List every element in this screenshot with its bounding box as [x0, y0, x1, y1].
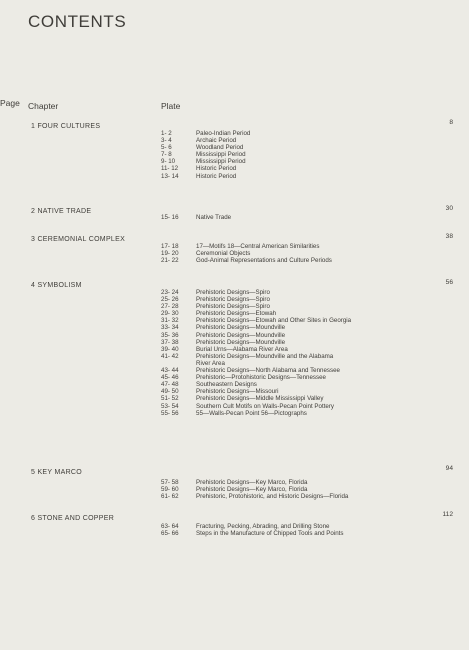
plate-title: Archaic Period [196, 137, 237, 145]
plate-row [161, 243, 332, 250]
plate-number: 31- 32 [161, 317, 179, 325]
chapter-2-page: 30 [445, 205, 453, 212]
plate-row [161, 493, 348, 500]
chapter-3-title: 3 CEREMONIAL COMPLEX [31, 236, 126, 243]
plate-title: Historic Period [196, 172, 237, 180]
plate-number: 45- 46 [161, 374, 179, 382]
plate-row [161, 388, 351, 395]
plate-row [161, 257, 332, 264]
plate-title: Burial Urns—Alabama River Area [196, 345, 288, 353]
chapter-5-title: 5 KEY MARCO [31, 469, 83, 476]
plate-row [161, 381, 351, 388]
plate-number: 15- 16 [161, 214, 179, 221]
chapter-1-title: 1 FOUR CULTURES [31, 123, 101, 130]
chapter-1-page: 8 [449, 119, 453, 126]
chapter-5-page: 94 [445, 465, 453, 472]
chapter-6-title: 6 STONE AND COPPER [31, 515, 115, 522]
chapter-2-title: 2 NATIVE TRADE [31, 208, 92, 215]
plate-row [161, 214, 231, 221]
plate-title: Prehistoric Designs—Etowah [196, 310, 277, 318]
plate-title: Native Trade [196, 214, 232, 221]
chapter-4-title: 4 SYMBOLISM [31, 282, 82, 289]
plate-title: God-Animal Representations and Culture Periods [196, 257, 332, 265]
page-title: CONTENTS [28, 12, 127, 31]
plate-number: 49- 50 [161, 388, 179, 396]
plate-title: Southeastern Designs [196, 381, 257, 389]
plate-number: 53- 54 [161, 402, 179, 410]
plate-number: 29- 30 [161, 310, 179, 318]
plate-row [161, 158, 250, 165]
plate-row [161, 353, 351, 360]
plate-title: Prehistoric Designs—Missouri [196, 388, 279, 396]
chapter-column-header: Chapter [28, 101, 59, 111]
plate-title: Prehistoric Designs—Moundville and the Alabama [196, 352, 334, 360]
plate-number: 61- 62 [161, 493, 179, 501]
plate-row [161, 303, 351, 310]
plate-row [161, 346, 351, 353]
chapter-3-plates [161, 243, 332, 264]
plate-number: 33- 34 [161, 324, 179, 332]
plate-title: 55—Walls-Pecan Point 56—Pictographs [196, 409, 307, 417]
plate-title: Prehistoric Designs—Moundville [196, 324, 286, 332]
plate-row [161, 130, 250, 137]
plate-number: 65- 66 [161, 530, 179, 538]
plate-row [161, 165, 250, 172]
plate-title: Woodland Period [196, 144, 244, 152]
plate-title: Prehistoric Designs—Middle Mississippi Valley [196, 395, 324, 403]
plate-title: Prehistoric Designs—North Alabama and Tennessee [196, 367, 340, 375]
chapter-6-page: 112 [442, 511, 453, 518]
plate-row [161, 289, 351, 296]
plate-number: 57- 58 [161, 479, 179, 486]
chapter-4-plates [161, 289, 351, 417]
plate-title: 17—Motifs 18—Central American Similarities [196, 243, 320, 250]
chapter-3-page: 38 [445, 233, 453, 240]
plate-number: 35- 36 [161, 331, 179, 339]
plate-row [161, 151, 250, 158]
plate-row [161, 374, 351, 381]
plate-title: Mississippi Period [196, 158, 246, 166]
plate-number: 37- 38 [161, 338, 179, 346]
plate-number: 23- 24 [161, 289, 179, 296]
plate-number: 17- 18 [161, 243, 179, 250]
plate-number: 59- 60 [161, 486, 179, 494]
plate-number: 21- 22 [161, 257, 179, 265]
plate-number: 11- 12 [161, 165, 179, 173]
plate-row [161, 523, 343, 530]
plate-title: Prehistoric Designs—Key Marco, Florida [196, 486, 308, 494]
plate-number: 43- 44 [161, 367, 179, 375]
plate-title: Prehistoric Designs—Spiro [196, 289, 270, 296]
plate-row [161, 173, 250, 180]
plate-row [161, 479, 348, 486]
plate-row [161, 324, 351, 331]
plate-title: Fracturing, Pecking, Abrading, and Drilling Stone [196, 523, 330, 530]
chapter-1-plates [161, 130, 250, 180]
plate-number: 5- 6 [161, 144, 172, 152]
plate-row [161, 144, 250, 151]
plate-number: 25- 26 [161, 296, 179, 304]
plate-title: Steps in the Manufacture of Chipped Tools and Points [196, 530, 344, 538]
plate-number: 13- 14 [161, 172, 179, 180]
plate-row [161, 530, 343, 537]
plate-number: 27- 28 [161, 303, 179, 311]
chapter-5-plates [161, 479, 348, 500]
plate-number: 3- 4 [161, 137, 172, 145]
plate-title: Mississippi Period [196, 151, 246, 159]
plate-row [161, 395, 351, 402]
plate-row [161, 332, 351, 339]
plate-number: 19- 20 [161, 250, 179, 258]
plate-title: Prehistoric Designs—Spiro [196, 303, 270, 311]
plate-title: Historic Period [196, 165, 237, 173]
plate-title: Prehistoric Designs—Moundville [196, 331, 286, 339]
plate-row [161, 367, 351, 374]
plate-title: Prehistoric Designs—Key Marco, Florida [196, 479, 308, 486]
plate-row [161, 310, 351, 317]
plate-number: 51- 52 [161, 395, 179, 403]
plate-number: 1- 2 [161, 130, 172, 137]
page-column-header: Page [0, 98, 20, 108]
plate-number: 63- 64 [161, 523, 179, 530]
plate-title: River Area [196, 359, 225, 367]
chapter-6-plates [161, 523, 343, 537]
plate-row-continuation [161, 360, 351, 367]
plate-title: Ceremonial Objects [196, 250, 251, 258]
plate-row [161, 296, 351, 303]
plate-row [161, 137, 250, 144]
plate-number: 41- 42 [161, 352, 179, 360]
plate-title: Southern Cult Motifs on Walls-Pecan Point Pottery [196, 402, 335, 410]
chapter-2-plates [161, 214, 231, 221]
plate-title: Paleo-Indian Period [196, 130, 251, 137]
plate-number: 9- 10 [161, 158, 176, 166]
plate-row [161, 317, 351, 324]
plate-title: Prehistoric Designs—Moundville [196, 338, 286, 346]
plate-row [161, 486, 348, 493]
plate-title: Prehistoric Designs—Spiro [196, 296, 270, 304]
plate-number: 55- 56 [161, 409, 179, 417]
plate-row [161, 339, 351, 346]
plate-row [161, 250, 332, 257]
plate-row [161, 403, 351, 410]
plate-number: 39- 40 [161, 345, 179, 353]
plate-row [161, 410, 351, 417]
chapter-4-page: 56 [445, 279, 453, 286]
plate-title: Prehistoric, Protohistoric, and Historic Designs—Florida [196, 493, 349, 501]
plate-title: Prehistoric Designs—Etowah and Other Sites in Georgia [196, 317, 352, 325]
plate-number: 47- 48 [161, 381, 179, 389]
plate-column-header: Plate [161, 101, 181, 111]
plate-number: 7- 8 [161, 151, 172, 159]
plate-title: Prehistoric—Protohistoric Designs—Tennessee [196, 374, 326, 382]
